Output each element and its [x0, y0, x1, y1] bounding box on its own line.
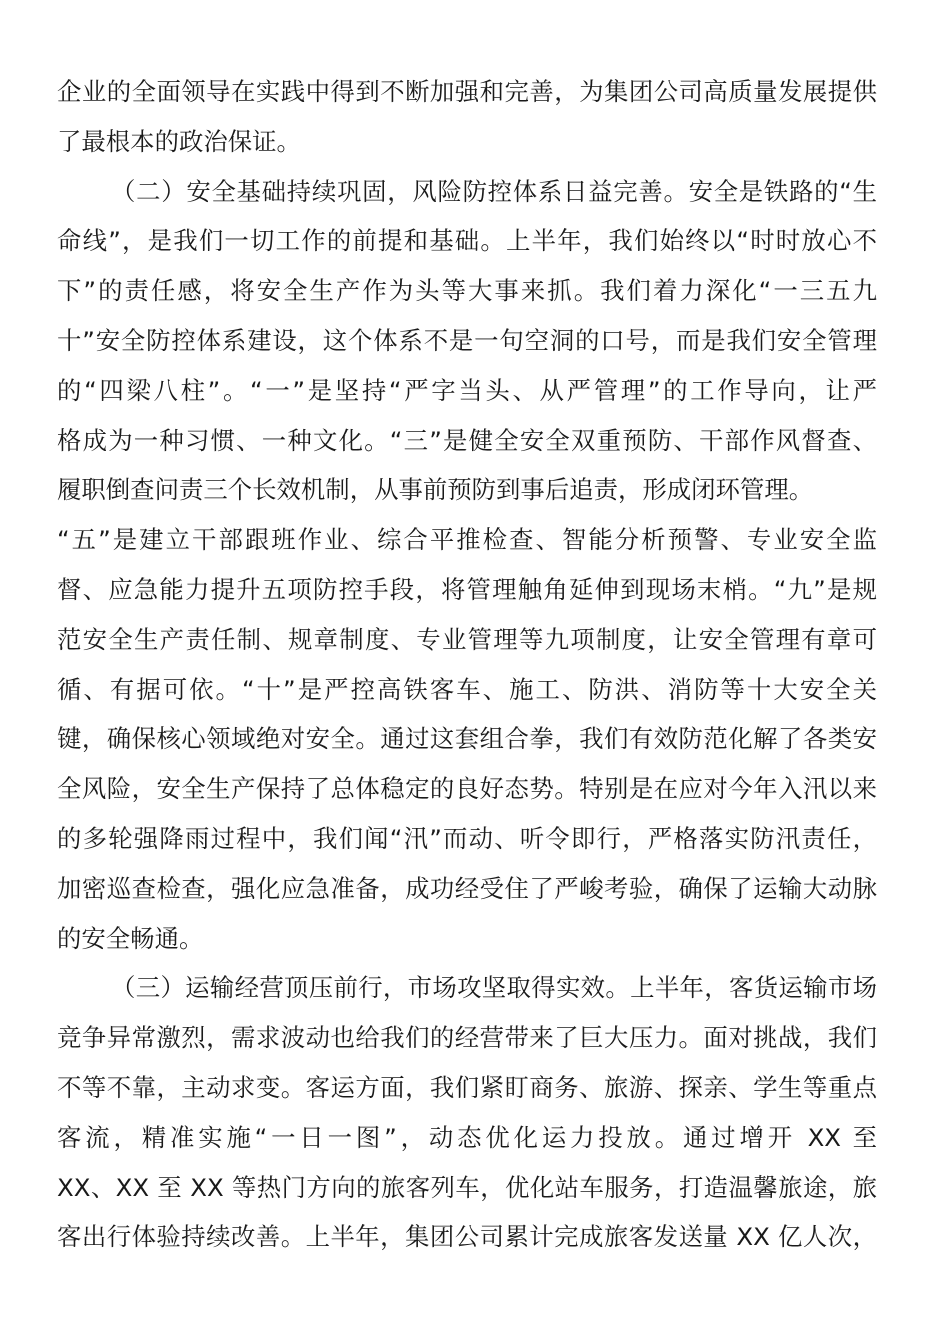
- text-line: 的安全畅通。: [57, 923, 204, 953]
- text-line: 十”安全防控体系建设，这个体系不是一句空洞的口号，而是我们安全管理: [57, 325, 877, 355]
- text-line: 的“四梁八柱”。“一”是坚持“严字当头、从严管理”的工作导向，让严: [57, 375, 877, 405]
- text-line: 企业的全面领导在实践中得到不断加强和完善，为集团公司高质量发展提供: [57, 77, 877, 106]
- text-line: 命线”，是我们一切工作的前提和基础。上半年，我们始终以“时时放心不: [57, 226, 877, 256]
- text-line: 不等不靠，主动求变。客运方面，我们紧盯商务、旅游、探亲、学生等重点: [57, 1072, 877, 1102]
- text-line: XX、XX 至 XX 等热门方向的旅客列车，优化站车服务，打造温馨旅途，旅: [57, 1172, 877, 1202]
- text-line: 的多轮强降雨过程中，我们闻“汛”而动、听令即行，严格落实防汛责任，: [57, 823, 877, 853]
- text-line: 了最根本的政治保证。: [57, 126, 301, 156]
- text-line: 循、有据可依。“十”是严控高铁客车、施工、防洪、消防等十大安全关: [57, 674, 877, 704]
- text-line: 客流，精准实施“一日一图”，动态优化运力投放。通过增开 XX 至: [57, 1122, 877, 1152]
- text-line: 竞争异常激烈，需求波动也给我们的经营带来了巨大压力。面对挑战，我们: [57, 1023, 877, 1053]
- text-line: （三）运输经营顶压前行，市场攻坚取得实效。上半年，客货运输市场: [111, 973, 877, 1003]
- text-line: “五”是建立干部跟班作业、综合平推检查、智能分析预警、专业安全监: [57, 525, 877, 555]
- text-line: 履职倒查问责三个长效机制，从事前预防到事后追责，形成闭环管理。: [57, 475, 814, 505]
- text-line: 督、应急能力提升五项防控手段，将管理触角延伸到现场末梢。“九”是规: [57, 574, 877, 604]
- body-text: [57, 67, 877, 1262]
- text-line: 加密巡查检查，强化应急准备，成功经受住了严峻考验，确保了运输大动脉: [57, 873, 877, 903]
- text-line: 全风险，安全生产保持了总体稳定的良好态势。特别是在应对今年入汛以来: [57, 774, 877, 804]
- text-line: 范安全生产责任制、规章制度、专业管理等九项制度，让安全管理有章可: [57, 624, 877, 654]
- text-line: 客出行体验持续改善。上半年，集团公司累计完成旅客发送量 XX 亿人次，: [57, 1222, 877, 1252]
- text-line: 下”的责任感，将安全生产作为头等大事来抓。我们着力深化“一三五九: [57, 276, 877, 306]
- text-line: 键，确保核心领域绝对安全。通过这套组合拳，我们有效防范化解了各类安: [57, 724, 877, 754]
- text-line: （二）安全基础持续巩固，风险防控体系日益完善。安全是铁路的“生: [111, 176, 877, 206]
- text-line: 格成为一种习惯、一种文化。“三”是健全安全双重预防、干部作风督查、: [57, 425, 877, 455]
